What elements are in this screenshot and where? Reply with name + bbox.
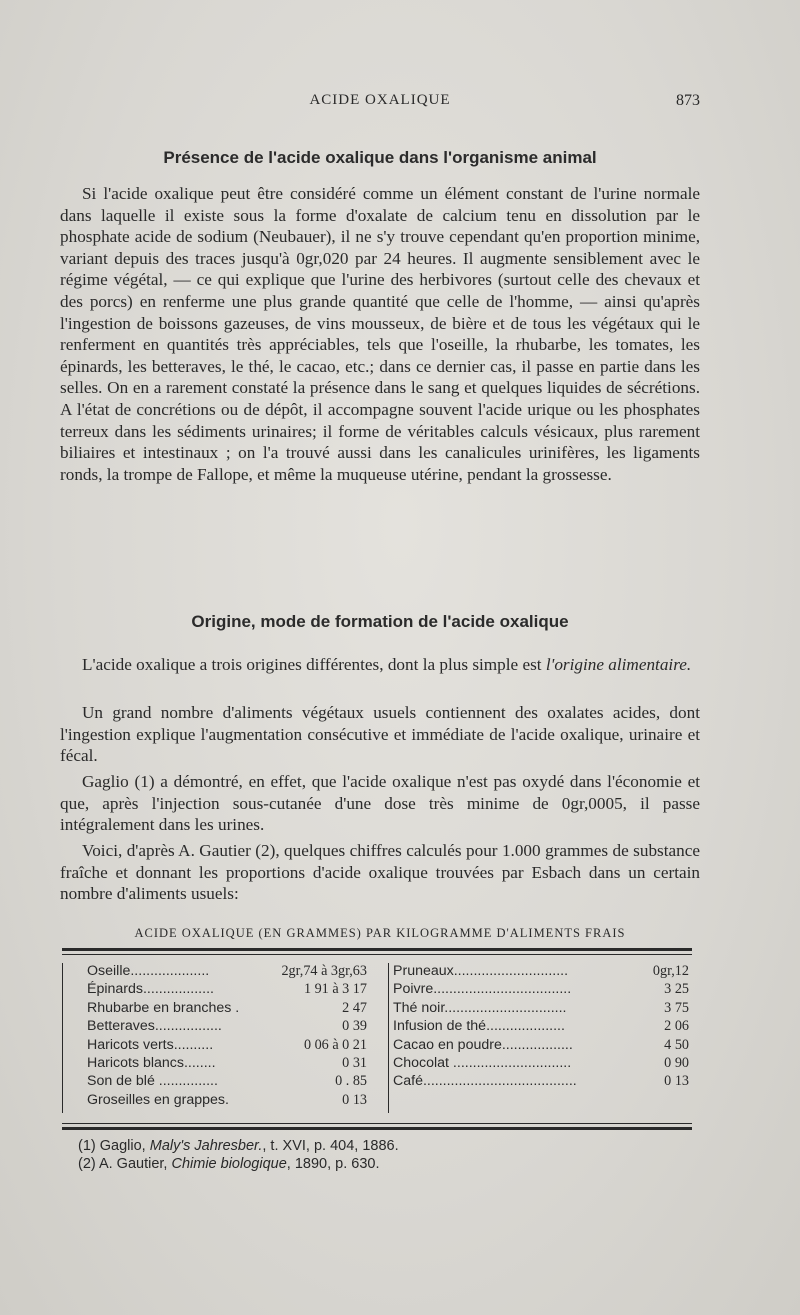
- food-value: 4 50: [664, 1036, 689, 1053]
- food-name: Oseille....................: [87, 963, 210, 979]
- food-value: 0 39: [342, 1018, 367, 1035]
- table-row: [63, 1092, 375, 1110]
- table-row: [63, 1037, 375, 1055]
- section-title-origine: Origine, mode de formation de l'acide oxalique: [191, 612, 569, 631]
- page-number: 873: [676, 92, 700, 109]
- food-value: 2gr,74 à 3gr,63: [281, 963, 367, 979]
- food-value: 0 90: [664, 1054, 689, 1071]
- table-row: [389, 1000, 693, 1018]
- food-name: Infusion de thé....................: [393, 1018, 565, 1035]
- paragraph-origines-text: L'acide oxalique a trois origines différentes, dont la plus simple est: [82, 655, 546, 674]
- table-row: [389, 981, 693, 999]
- food-name: Cacao en poudre..................: [393, 1036, 573, 1053]
- food-value: 3 75: [664, 999, 689, 1016]
- food-name: Betteraves.................: [87, 1018, 222, 1035]
- running-title: ACIDE OXALIQUE: [309, 92, 451, 108]
- food-name: Épinards..................: [87, 981, 214, 998]
- food-name: Rhubarbe en branches .: [87, 999, 240, 1016]
- food-value: 0 13: [664, 1073, 689, 1090]
- footnotes: [78, 1137, 678, 1173]
- food-name: Haricots verts..........: [87, 1036, 214, 1053]
- food-name: Groseilles en grappes.: [87, 1091, 229, 1108]
- food-value: 1 91 à 3 17: [303, 981, 367, 998]
- table-row: [63, 1055, 375, 1073]
- footnote-2: [78, 1155, 678, 1173]
- table-row: [389, 1055, 693, 1073]
- food-name: Poivre...................................: [393, 981, 572, 998]
- paragraph-origines: [60, 654, 700, 676]
- table-right-column: [388, 963, 693, 1113]
- food-name: Café.......................................: [393, 1073, 577, 1090]
- food-name: Haricots blancs........: [87, 1054, 216, 1071]
- table-row: [63, 1000, 375, 1018]
- paragraph-presence: Si l'acide oxalique peut être considéré comme un élément constant de l'urine normale dans laquelle il existe sous la forme d'oxalate de calcium tenu en dissolution par le phosphate acide de sodium (Neubauer), il ne s'y trouve cependant qu'en proportion minime, variant depuis des traces jusqu'à 0gr,020 par 24 heures. Il augmente sensiblement avec le régime végétal, — ce qui explique que l'urine des herbivores (surtout celle des chevaux et des porcs) en renferme une plus grande quantité que celle de l'homme, — ainsi qu'après l'ingestion de boissons gazeuses, de vins mousseux, de bière et de tous les végétaux qui le renferment en quantités très appréciables, tels que l'oseille, la rhubarbe, les tomates, les épinards, les betteraves, le thé, le cacao, etc.; dans ce dernier cas, il passe en partie dans les selles. On en a rarement constaté la présence dans le sang et quelques liquides de sécrétions. A l'état de concrétions ou de dépôt, il accompagne souvent l'acide urique ou les phosphates terreux dans les sédiments urinaires; il forme de véritables calculs vésicaux, plus rarement biliaires et intestinaux ; on l'a trouvé aussi dans les canalicules urinifères, les ligaments ronds, la trompe de Fallope, et même la muqueuse utérine, pendant la grossesse.: [60, 184, 700, 484]
- table-row: [63, 1073, 375, 1091]
- food-value: 0 31: [342, 1054, 367, 1071]
- table-row: [389, 1018, 693, 1036]
- food-value: 0 06 à 0 21: [303, 1036, 367, 1053]
- food-value: 3 25: [664, 981, 689, 998]
- paragraph-aliments: Un grand nombre d'aliments végétaux usuels contiennent des oxalates acides, dont l'ingestion explique l'augmentation consécutive et immédiate de l'acide oxalique, urinaire et fécal.: [60, 703, 700, 766]
- footnote-1-italic: Maly's Jahresber.: [149, 1138, 263, 1154]
- food-name: Thé noir...............................: [393, 999, 567, 1016]
- table-row: [389, 1073, 693, 1091]
- footnote-2-post: , 1890, p. 630.: [286, 1156, 380, 1172]
- food-name: Son de blé ...............: [87, 1073, 218, 1090]
- table-left-column: [62, 963, 375, 1113]
- paragraph-gaglio: Gaglio (1) a démontré, en effet, que l'acide oxalique n'est pas oxydé dans l'économie et que, après l'injection sous-cutanée d'une dose très minime de 0gr,0005, il passe intégralement dans les urines.: [60, 772, 700, 835]
- table-row: [63, 981, 375, 999]
- food-name: Pruneaux.............................: [393, 963, 569, 979]
- food-value: 0gr,12: [652, 963, 689, 979]
- footnote-1-pre: (1) Gaglio,: [78, 1138, 150, 1154]
- food-value: 0 . 85: [335, 1073, 367, 1090]
- food-name: Chocolat ..............................: [393, 1054, 572, 1071]
- page-header: [60, 92, 700, 116]
- section-title-presence: Présence de l'acide oxalique dans l'organisme animal: [163, 148, 597, 167]
- oxalic-acid-table: [62, 948, 692, 1130]
- paragraph-gautier: Voici, d'après A. Gautier (2), quelques chiffres calculés pour 1.000 grammes de substance fraîche et donnant les proportions d'acide oxalique trouvées par Esbach dans un certain nombre d'aliments usuels:: [60, 841, 700, 904]
- food-value: 2 47: [342, 999, 367, 1016]
- food-value: 0 13: [342, 1091, 367, 1108]
- footnote-2-italic: Chimie biologique: [171, 1156, 287, 1172]
- food-value: 2 06: [664, 1018, 689, 1035]
- footnote-1-post: , t. XVI, p. 404, 1886.: [262, 1138, 399, 1154]
- table-row: [389, 963, 693, 981]
- footnote-1: [78, 1137, 678, 1155]
- footnote-2-pre: (2) A. Gautier,: [78, 1156, 172, 1172]
- table-caption: ACIDE OXALIQUE (EN GRAMMES) PAR KILOGRAMME D'ALIMENTS FRAIS: [134, 926, 626, 940]
- table-row: [389, 1037, 693, 1055]
- paragraph-origines-italic: l'origine alimentaire.: [545, 655, 692, 674]
- table-row: [63, 1018, 375, 1036]
- table-row: [63, 963, 375, 981]
